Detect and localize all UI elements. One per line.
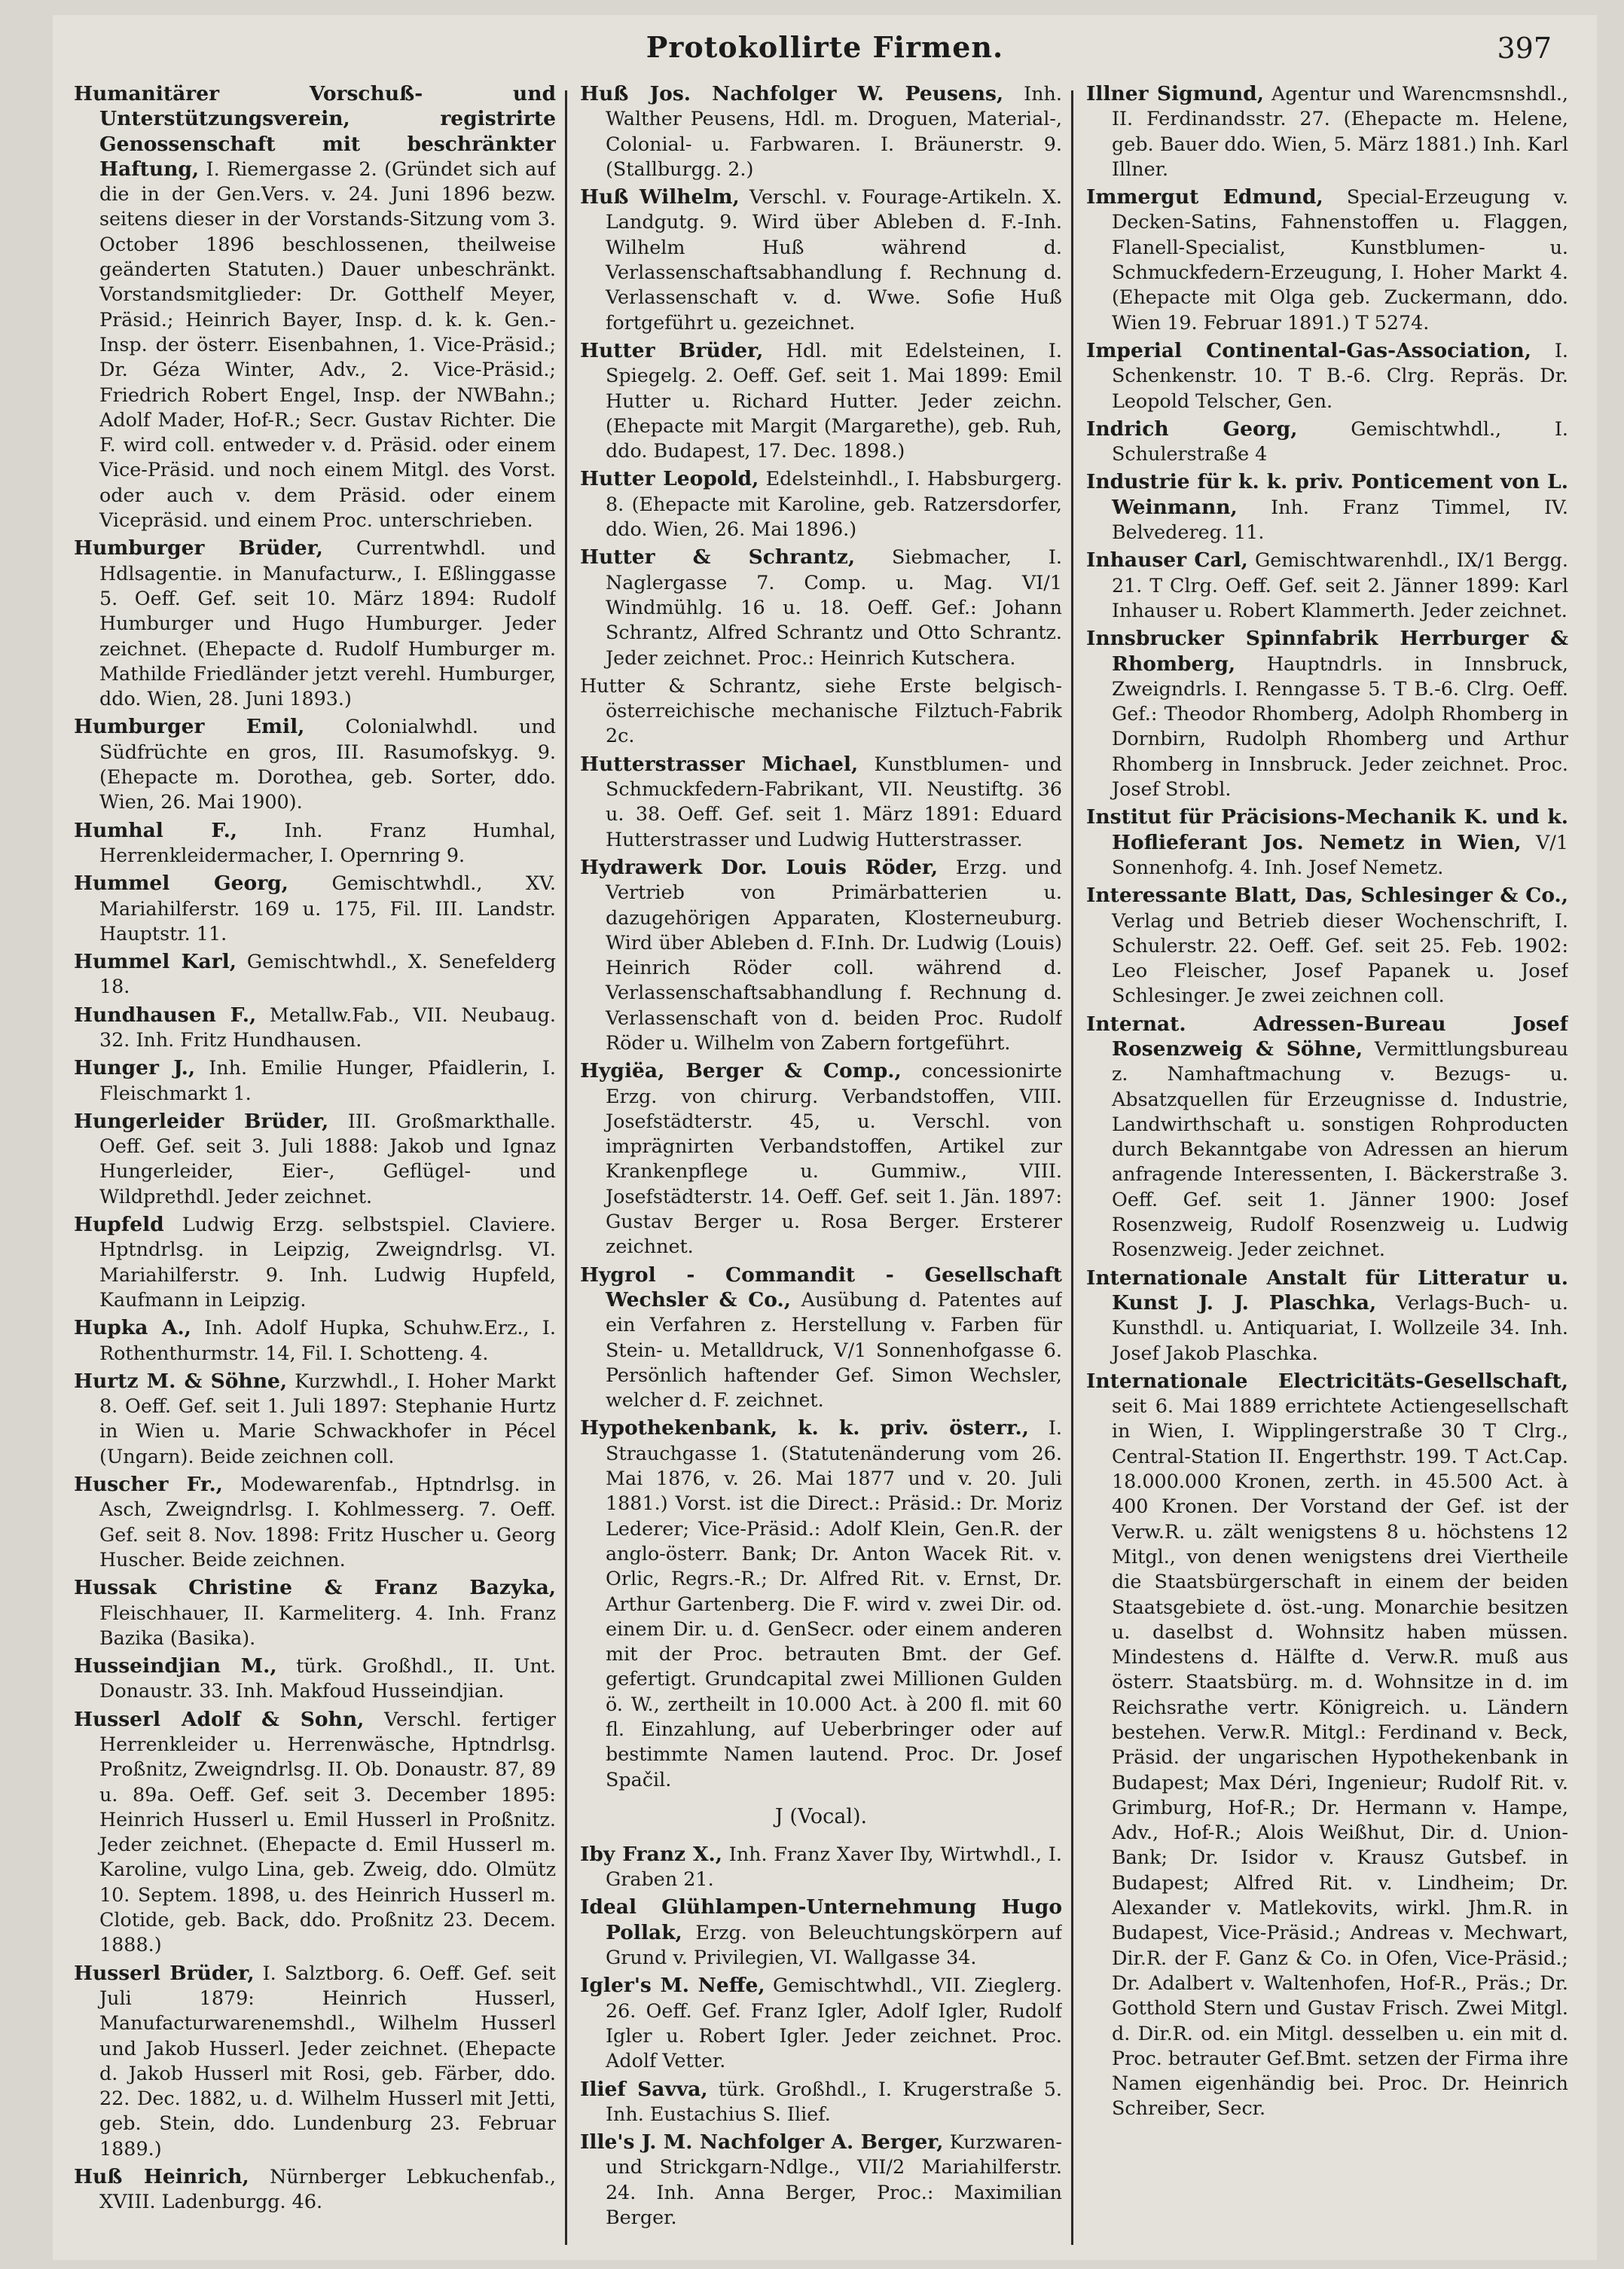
firm-details: Verlag und Betrieb dieser Wochenschrift, I. Schulerstr. 22. Oeff. Gef. seit 25. Feb. 1902: Leo Fleischer, Josef Papanek u. Josef Schlesinger. Je zwei zeichnen coll. xyxy=(1112,909,1568,1007)
firm-details: seit 6. Mai 1889 errichtete Actiengesellschaft in Wien, I. Wipplingerstraße 30 T Clrg., Central-Station II. Engerthstr. 199. T Act.Cap. 18.000.000 Kronen, zerth. in 45.500 Act. à 400 Kronen. Der Vorstand der Gef. ist der Verw.R. u. zält wenigstens 8 u. höchstens 12 Mitgl., von denen wenigstens drei Viertheile die Staatsbürgerschaft in einem der beiden Staatsgebiete d. öst.-ung. Monarchie besitzen u. daselbst d. Wohnsitz haben müssen. Mindestens d. Hälfte d. Verw.R. muß aus österr. Staatsbürg. m. d. Wohnsitze in d. im Reichsrathe vertr. Königreich. u. Ländern bestehen. Verw.R. Mitgl.: Ferdinand v. Beck, Präsid. der ungarischen Hypothekenbank in Budapest; Max Déri, Ingenieur; Rudolf Rit. v. Grimburg, Hof-R.; Dr. Hermann v. Hampe, Adv., Hof-R.; Alois Weißhut, Dir. d. Union-Bank; Dr. Isidor v. Krausz Gutsbef. in Budapest; Alfred Rit. v. Lindheim; Dr. Alexander v. Matlekovits, wirkl. Jhm.R. in Budapest, Vice-Präsid.; Andreas v. Mechwart, Dir.R. der F. Ganz & Co. in Ofen, Vice-Präsid.; Dr. Adalbert v. Waltenhofen, Hof-R., Präs.; Dr. Gotthold Stern und Gustav Frisch. Zwei Mitgl. d. Dir.R. od. ein Mitgl. desselben u. ein mit d. Proc. betrauter Gef.Bmt. setzen der Firma ihre Namen eigenhändig bei. Proc. Dr. Heinrich Schreiber, Secr. xyxy=(1112,1394,1568,2120)
firm-entry xyxy=(74,818,556,869)
firm-details: Inh. Adolf Hupka, Schuhw.Erz., I. Rothenthurmstr. 14, Fil. I. Schotteng. 4. xyxy=(99,1316,556,1364)
firm-name: Inhauser Carl, xyxy=(1086,548,1248,573)
firm-entry xyxy=(580,2077,1062,2127)
firm-entry xyxy=(1086,185,1568,335)
firm-entry xyxy=(74,1369,556,1469)
firm-details: Inh. Walther Peusens, Hdl. m. Droguen, Material-, Colonial- u. Farbwaren. I. Bräunerstr. 9. (Stallburgg. 2.) xyxy=(606,82,1062,180)
firm-details: Edelsteinhdl., I. Habsburgerg. 8. (Ehepacte mit Karoline, geb. Ratzersdorfer, ddo. Wien, 26. Mai 1896.) xyxy=(606,467,1062,541)
page-title: Protokollirte Firmen. xyxy=(646,30,1004,64)
firm-name: Hydrawerk Dor. Louis Röder, xyxy=(580,855,939,879)
firm-entry xyxy=(1086,338,1568,414)
column-middle xyxy=(580,81,1062,2251)
firm-name: Hundhausen F., xyxy=(74,1003,257,1027)
firm-name: Igler's M. Neffe, xyxy=(580,1974,765,1998)
firm-name: Hygrol - Commandit - Gesellschaft Wechsler & Co., xyxy=(580,1263,1062,1312)
firm-details: Inh. Emilie Hunger, Pfaidlerin, I. Fleischmarkt 1. xyxy=(99,1056,556,1104)
firm-details: Hauptndrls. in Innsbruck, Zweigndrls. I. Renngasse 5. T B.-6. Clrg. Oeff. Gef.: Theodor Rhomberg, Adolph Rhomberg in Dornbirn, Rudolph Rhomberg und Arthur Rhomberg in Innsbruck. Jeder zeichnet. Proc. Josef Strobl. xyxy=(1112,652,1568,801)
firm-entry xyxy=(580,1263,1062,1413)
firm-name: Institut für Präcisions-Mechanik K. und k. Hoflieferant Jos. Nemetz in Wien, xyxy=(1086,805,1568,854)
firm-details: Ludwig Erzg. selbstspiel. Claviere. Hptndrlsg. in Leipzig, Zweigndrlsg. VI. Mariahilferstr. 9. Inh. Ludwig Hupfeld, Kaufmann in Leipzig. xyxy=(99,1213,556,1311)
firm-name: Interessante Blatt, Das, Schlesinger & Co., xyxy=(1086,884,1568,908)
firm-details: Verlags-Buch- u. Kunsthdl. u. Antiquariat, I. Wollzeile 34. Inh. Josef Jakob Plaschka. xyxy=(1112,1290,1568,1364)
firm-details: Fleischhauer, II. Karmeliterg. 4. Inh. Franz Bazika (Basika). xyxy=(99,1601,556,1649)
firm-name: Hummel Georg, xyxy=(74,872,288,896)
firm-name: Ille's J. M. Nachfolger A. Berger, xyxy=(580,2130,944,2154)
firm-name: Hurtz M. & Söhne, xyxy=(74,1369,288,1393)
firm-entry xyxy=(74,1707,556,1958)
firm-name: Immergut Edmund, xyxy=(1086,185,1323,209)
firm-entry xyxy=(74,1575,556,1651)
firm-name: Hupfeld xyxy=(74,1213,164,1237)
firm-entry xyxy=(74,1472,556,1572)
firm-details: Gemischtwarenhdl., IX/1 Bergg. 21. T Clrg. Oeff. Gef. seit 2. Jänner 1899: Karl Inhauser u. Robert Klammerth. Jeder zeichnet. xyxy=(1112,548,1568,621)
firm-entry xyxy=(74,1212,556,1312)
firm-name: Hussak Christine & Franz Bazyka, xyxy=(74,1576,556,1600)
firm-entry xyxy=(74,1315,556,1366)
firm-name: Hutter & Schrantz, xyxy=(580,545,856,570)
firm-details: III. Großmarkthalle. Oeff. Gef. seit 3. Juli 1888: Jakob und Ignaz Hungerleider, Eier-, Geflügel- und Wildprethdl. Jeder zeichnet. xyxy=(99,1109,556,1208)
firm-details: Currentwhdl. und Hdlsagentie. in Manufacturw., I. Eßlinggasse 5. Oeff. Gef. seit 10. März 1894: Rudolf Humburger und Hugo Humburger. Jeder zeichnet. (Ehepacte d. Rudolf Humburger m. Mathilde Friedländer jetzt verehl. Humburger, ddo. Wien, 28. Juni 1893.) xyxy=(99,536,556,710)
firm-entry xyxy=(74,1003,556,1053)
firm-entry xyxy=(1086,626,1568,802)
firm-name: Humburger Brüder, xyxy=(74,536,323,560)
firm-name: Illner Sigmund, xyxy=(1086,82,1264,105)
firm-details: Modewarenfab., Hptndrlsg. in Asch, Zweigndrlsg. I. Kohlmesserg. 7. Oeff. Gef. seit 8. Nov. 1898: Fritz Huscher u. Georg Huscher. Beide zeichnen. xyxy=(99,1473,556,1571)
firm-name: Hungerleider Brüder, xyxy=(74,1109,329,1133)
firm-name: Husserl Adolf & Sohn, xyxy=(74,1707,365,1731)
firm-details: Inh. Franz Timmel, IV. Belvedereg. 11. xyxy=(1112,495,1568,544)
firm-details: Erzg. von Beleuchtungskörpern auf Grund v. Privilegien, VI. Wallgasse 34. xyxy=(606,1920,1062,1969)
firm-entry xyxy=(74,1654,556,1704)
firm-entry xyxy=(1086,1369,1568,2121)
firm-entry xyxy=(580,81,1062,182)
firm-details: türk. Großhdl., II. Unt. Donaustr. 33. Inh. Makfoud Husseindjian. xyxy=(99,1654,556,1703)
firm-entry xyxy=(580,1058,1062,1259)
firm-entry xyxy=(74,1961,556,2161)
firm-details: Agentur und Warencmsnshdl., II. Ferdinandsstr. 27. (Ehepacte m. Helene, geb. Bauer ddo. Wien, 5. März 1881.) Inh. Karl Illner. xyxy=(1112,82,1568,180)
firm-entry xyxy=(580,185,1062,335)
firm-entry xyxy=(580,338,1062,463)
firm-entry xyxy=(580,752,1062,852)
firm-entry xyxy=(1086,417,1568,467)
firm-details: I. Riemergasse 2. (Gründet sich auf die in der Gen.Vers. v. 24. Juni 1896 bezw. seitens dieser in der Vorstands-Sitzung vom 3. October 1896 beschlossenen, theilweise geänderten Statuten.) Dauer unbeschränkt. Vorstandsmitglieder: Dr. Gotthelf Meyer, Präsid.; Heinrich Bayer, Insp. d. k. k. Gen.-Insp. der österr. Eisenbahnen, 1. Vice-Präsid.; Dr. Géza Winter, Adv., 2. Vice-Präsid.; Friedrich Robert Engel, Insp. der NWBahn.; Adolf Mader, Hof-R.; Secr. Gustav Richter. Die F. wird coll. entweder v. d. Präsid. oder einem Vice-Präsid. und noch einem Mitgl. des Vorst. oder auch v. dem Präsid. oder einem Vicepräsid. und einem Proc. unterschrieben. xyxy=(99,157,556,532)
firm-name: Humburger Emil, xyxy=(74,715,305,739)
firm-entry xyxy=(580,1415,1062,1791)
firm-entry xyxy=(580,545,1062,670)
firm-entry xyxy=(74,536,556,711)
firm-name: Internat. Adressen-Bureau Josef Rosenzweig & Söhne, xyxy=(1086,1012,1568,1061)
firm-entry xyxy=(580,673,1062,749)
firm-details: I. Salztborg. 6. Oeff. Gef. seit Juli 1879: Heinrich Husserl, Manufacturwarenemshdl., Wilhelm Husserl und Jakob Husserl. Jeder zeichnet. (Ehepacte d. Jakob Husserl mit Rosi, geb. Färber, ddo. 22. Dec. 1882, u. d. Wilhelm Husserl mit Jetti, geb. Stein, ddo. Lundenburg 23. Februar 1889.) xyxy=(99,1961,556,2160)
column-left xyxy=(74,81,556,2251)
firm-details: Verschl. v. Fourage-Artikeln. X. Landgutg. 9. Wird über Ableben d. F.-Inh. Wilhelm Huß während d. Verlassenschaftsabhandlung f. Rechnung d. Verlassenschaft v. d. Wwe. Sofie Huß fortgeführt u. gezeichnet. xyxy=(606,185,1062,334)
firm-name: Husserl Brüder, xyxy=(74,1961,255,1985)
firm-details: Vermittlungsbureau z. Namhaftmachung v. Bezugs- u. Absatzquellen für Erzeugnisse d. Industrie, Landwirthschaft u. sonstigen Rohproducten durch Bekanntgabe von Adressen an hierum anfragende Interessenten, I. Bäckerstraße 3. Oeff. Gef. seit 1. Jänner 1900: Josef Rosenzweig, Rudolf Rosenzweig u. Ludwig Rosenzweig. Jeder zeichnet. xyxy=(1112,1037,1568,1261)
firm-name: Hygiëa, Berger & Comp., xyxy=(580,1059,902,1083)
firm-entry xyxy=(580,466,1062,542)
firm-details: Ausübung d. Patentes auf ein Verfahren z. Herstellung v. Farben für Stein- u. Metalldruck, V/1 Sonnenhofgasse 6. Persönlich haftender Gef. Simon Wechsler, welcher d. F. zeichnet. xyxy=(606,1287,1062,1412)
firm-entry xyxy=(1086,81,1568,182)
firm-entry xyxy=(74,1109,556,1209)
column-divider xyxy=(565,90,567,2245)
firm-name: Humanitärer Vorschuß- und Unterstützungsverein, registrirte Genossenschaft mit beschränkter Haftung, xyxy=(74,82,556,181)
firm-name: Internationale Electricitäts-Gesellschaft, xyxy=(1086,1369,1568,1393)
firm-name: Hutter Leopold, xyxy=(580,467,759,491)
firm-details: Siebmacher, I. Naglergasse 7. Comp. u. Mag. VI/1 Windmühlg. 16 u. 18. Oeff. Gef.: Johann Schrantz, Alfred Schrantz und Otto Schrantz. Jeder zeichnet. Proc.: Heinrich Kutschera. xyxy=(606,545,1062,669)
firm-details: türk. Großhdl., I. Krugerstraße 5. Inh. Eustachius S. Ilief. xyxy=(606,2077,1062,2125)
firm-name: Hutter Brüder, xyxy=(580,338,764,362)
firm-entry xyxy=(580,1973,1062,2073)
firm-name: Innsbrucker Spinnfabrik Herrburger & Rhomberg, xyxy=(1086,627,1568,676)
firm-entry xyxy=(1086,548,1568,623)
firm-entry xyxy=(74,949,556,1000)
firm-name: Hunger J., xyxy=(74,1056,196,1080)
firm-entry xyxy=(580,855,1062,1055)
firm-name: Indrich Georg, xyxy=(1086,417,1298,441)
firm-entry xyxy=(74,81,556,533)
firm-details: Kunstblumen- und Schmuckfedern-Fabrikant, VII. Neustiftg. 36 u. 38. Oeff. Gef. seit 1. März 1891: Eduard Hutterstrasser und Ludwig Hutterstrasser. xyxy=(606,752,1062,850)
firm-details: Kurzwhdl., I. Hoher Markt 8. Oeff. Gef. seit 1. Juli 1897: Stephanie Hurtz in Wien u. Marie Schwackhofer in Pécel (Ungarn). Beide zeichnen coll. xyxy=(99,1369,556,1467)
firm-details: I. Strauchgasse 1. (Statutenänderung vom 26. Mai 1876, v. 26. Mai 1877 und v. 20. Juli 1881.) Vorst. ist die Direct.: Präsid.: Dr. Moriz Lederer; Vice-Präsid.: Adolf Klein, Gen.R. der anglo-österr. Bank; Dr. Anton Wacek Rit. v. Orlic, Regrs.-R.; Dr. Alfred Rit. v. Ernst, Dr. Arthur Gartenberg. Die F. wird v. zwei Dir. od. einem Dir. u. d. GenSecr. oder einem anderen mit der Proc. betrauten Bmt. der Gef. gefertigt. Grundcapital zwei Millionen Gulden ö. W., zertheilt in 10.000 Act. à 200 fl. mit 60 fl. Einzahlung, auf Ueberbringer oder auf bestimmte Namen lautend. Proc. Dr. Josef Spačil. xyxy=(606,1416,1062,1791)
firm-entry xyxy=(1086,805,1568,880)
firm-name: Ilief Savva, xyxy=(580,2077,708,2101)
document-page xyxy=(53,15,1597,2260)
firm-name: Ideal Glühlampen-Unternehmung Hugo Pollak, xyxy=(580,1895,1062,1944)
page-header xyxy=(53,24,1597,69)
section-heading: J (Vocal). xyxy=(774,1804,868,1828)
firm-name: Imperial Continental-Gas-Association, xyxy=(1086,338,1531,362)
firm-details: Gemischtwhdl., X. Senefelderg 18. xyxy=(99,950,556,998)
firm-details: Erzg. und Vertrieb von Primärbatterien u. dazugehörigen Apparaten, Klosterneuburg. Wird über Ableben d. F.Inh. Dr. Ludwig (Louis) Heinrich Röder coll. während d. Verlassenschaftsabhandlung f. Rechnung d. Verlassenschaft von d. beiden Proc. Rudolf Röder u. Wilhelm von Zabern fortgeführt. xyxy=(606,855,1062,1054)
firm-details: V/1 Sonnenhofg. 4. Inh. Josef Nemetz. xyxy=(1112,830,1568,878)
firm-details: Hutter & Schrantz, siehe Erste belgisch-österreichische mechanische Filztuch-Fabrik 2c. xyxy=(580,673,1062,747)
firm-name: Hupka A., xyxy=(74,1316,191,1340)
firm-name: Iby Franz X., xyxy=(580,1842,723,1866)
firm-name: Humhal F., xyxy=(74,818,238,842)
firm-name: Hutterstrasser Michael, xyxy=(580,752,859,776)
firm-name: Hypothekenbank, k. k. priv. österr., xyxy=(580,1416,1029,1440)
firm-details: Gemischtwhdl., XV. Mariahilferstr. 169 u. 175, Fil. III. Landstr. Hauptstr. 11. xyxy=(99,872,556,945)
firm-details: Gemischtwhdl., VII. Zieglerg. 26. Oeff. Gef. Franz Igler, Adolf Igler, Rudolf Igler u. Robert Igler. Jeder zeichnet. Proc. Adolf Vetter. xyxy=(606,1974,1062,2072)
column-divider xyxy=(1071,90,1073,2245)
firm-entry xyxy=(74,871,556,946)
firm-details: Gemischtwhdl., I. Schulerstraße 4 xyxy=(1112,417,1568,466)
firm-entry xyxy=(580,2130,1062,2230)
firm-details: Colonialwhdl. und Südfrüchte en gros, III. Rasumofskyg. 9. (Ehepacte m. Dorothea, geb. Sorter, ddo. Wien, 26. Mai 1900). xyxy=(99,715,556,814)
firm-name: Huß Wilhelm, xyxy=(580,185,740,209)
firm-details: Inh. Franz Humhal, Herrenkleidermacher, I. Opernring 9. xyxy=(99,818,556,866)
firm-details: concessionirte Erzg. von chirurg. Verbandstoffen, VIII. Josefstädterstr. 45, u. Verschl. von imprägnirten Verbandstoffen, Artikel zur Krankenpflege u. Gummiw., VIII. Josefstädterstr. 14. Oeff. Gef. seit 1. Jän. 1897: Gustav Berger u. Rosa Berger. Ersterer zeichnet. xyxy=(606,1059,1062,1258)
firm-details: Special-Erzeugung v. Decken-Satins, Fahnenstoffen u. Flaggen, Flanell-Specialist, Kunstblumen- u. Schmuckfedern-Erzeugung, I. Hoher Markt 4. (Ehepacte mit Olga geb. Zuckermann, ddo. Wien 19. Februar 1891.) T 5274. xyxy=(1112,185,1568,334)
firm-entry xyxy=(580,1842,1062,1892)
firm-details: Inh. Franz Xaver Iby, Wirtwhdl., I. Graben 21. xyxy=(606,1842,1062,1891)
firm-entry xyxy=(74,2164,556,2215)
firm-entry xyxy=(1086,1266,1568,1366)
firm-details: Verschl. fertiger Herrenkleider u. Herrenwäsche, Hptndrlsg. Proßnitz, Zweigndrlsg. II. Ob. Donaustr. 87, 89 u. 89a. Oeff. Gef. seit 3. December 1895: Heinrich Husserl u. Emil Husserl in Proßnitz. Jeder zeichnet. (Ehepacte d. Emil Husserl m. Karoline, vulgo Lina, geb. Zweig, ddo. Olmütz 10. Septem. 1898, u. des Heinrich Husserl m. Clotide, geb. Back, ddo. Proßnitz 23. Decem. 1888.) xyxy=(99,1707,556,1956)
firm-entry xyxy=(74,1055,556,1106)
firm-name: Husseindjian M., xyxy=(74,1654,277,1678)
firm-name: Huß Heinrich, xyxy=(74,2165,249,2189)
page-number: 397 xyxy=(1497,32,1552,65)
firm-entry xyxy=(1086,469,1568,545)
firm-name: Huß Jos. Nachfolger W. Peusens, xyxy=(580,82,1004,105)
column-right xyxy=(1086,81,1568,2251)
firm-name: Internationale Anstalt für Litteratur u. Kunst J. J. Plaschka, xyxy=(1086,1266,1568,1315)
firm-details: Kurzwaren- und Strickgarn-Ndlge., VII/2 Mariahilferstr. 24. Inh. Anna Berger, Proc.: Maximilian Berger. xyxy=(606,2130,1062,2229)
firm-entry xyxy=(580,1895,1062,1970)
firm-details: Hdl. mit Edelsteinen, I. Spiegelg. 2. Oeff. Gef. seit 1. Mai 1899: Emil Hutter u. Richard Hutter. Jeder zeichn. (Ehepacte mit Margit (Margarethe), geb. Ruh, ddo. Budapest, 17. Dec. 1898.) xyxy=(606,338,1062,463)
firm-entry xyxy=(74,714,556,814)
firm-details: Nürnberger Lebkuchenfab., XVIII. Ladenburgg. 46. xyxy=(99,2165,556,2213)
firm-entry xyxy=(1086,883,1568,1008)
firm-name: Industrie für k. k. priv. Ponticement von L. Weinmann, xyxy=(1086,470,1568,519)
firm-name: Huscher Fr., xyxy=(74,1473,223,1497)
firm-entry xyxy=(1086,1012,1568,1263)
firm-details: I. Schenkenstr. 10. T B.-6. Clrg. Repräs. Dr. Leopold Telscher, Gen. xyxy=(1112,338,1568,412)
firm-name: Hummel Karl, xyxy=(74,950,237,974)
firm-details: Metallw.Fab., VII. Neubaug. 32. Inh. Fritz Hundhausen. xyxy=(99,1003,556,1051)
